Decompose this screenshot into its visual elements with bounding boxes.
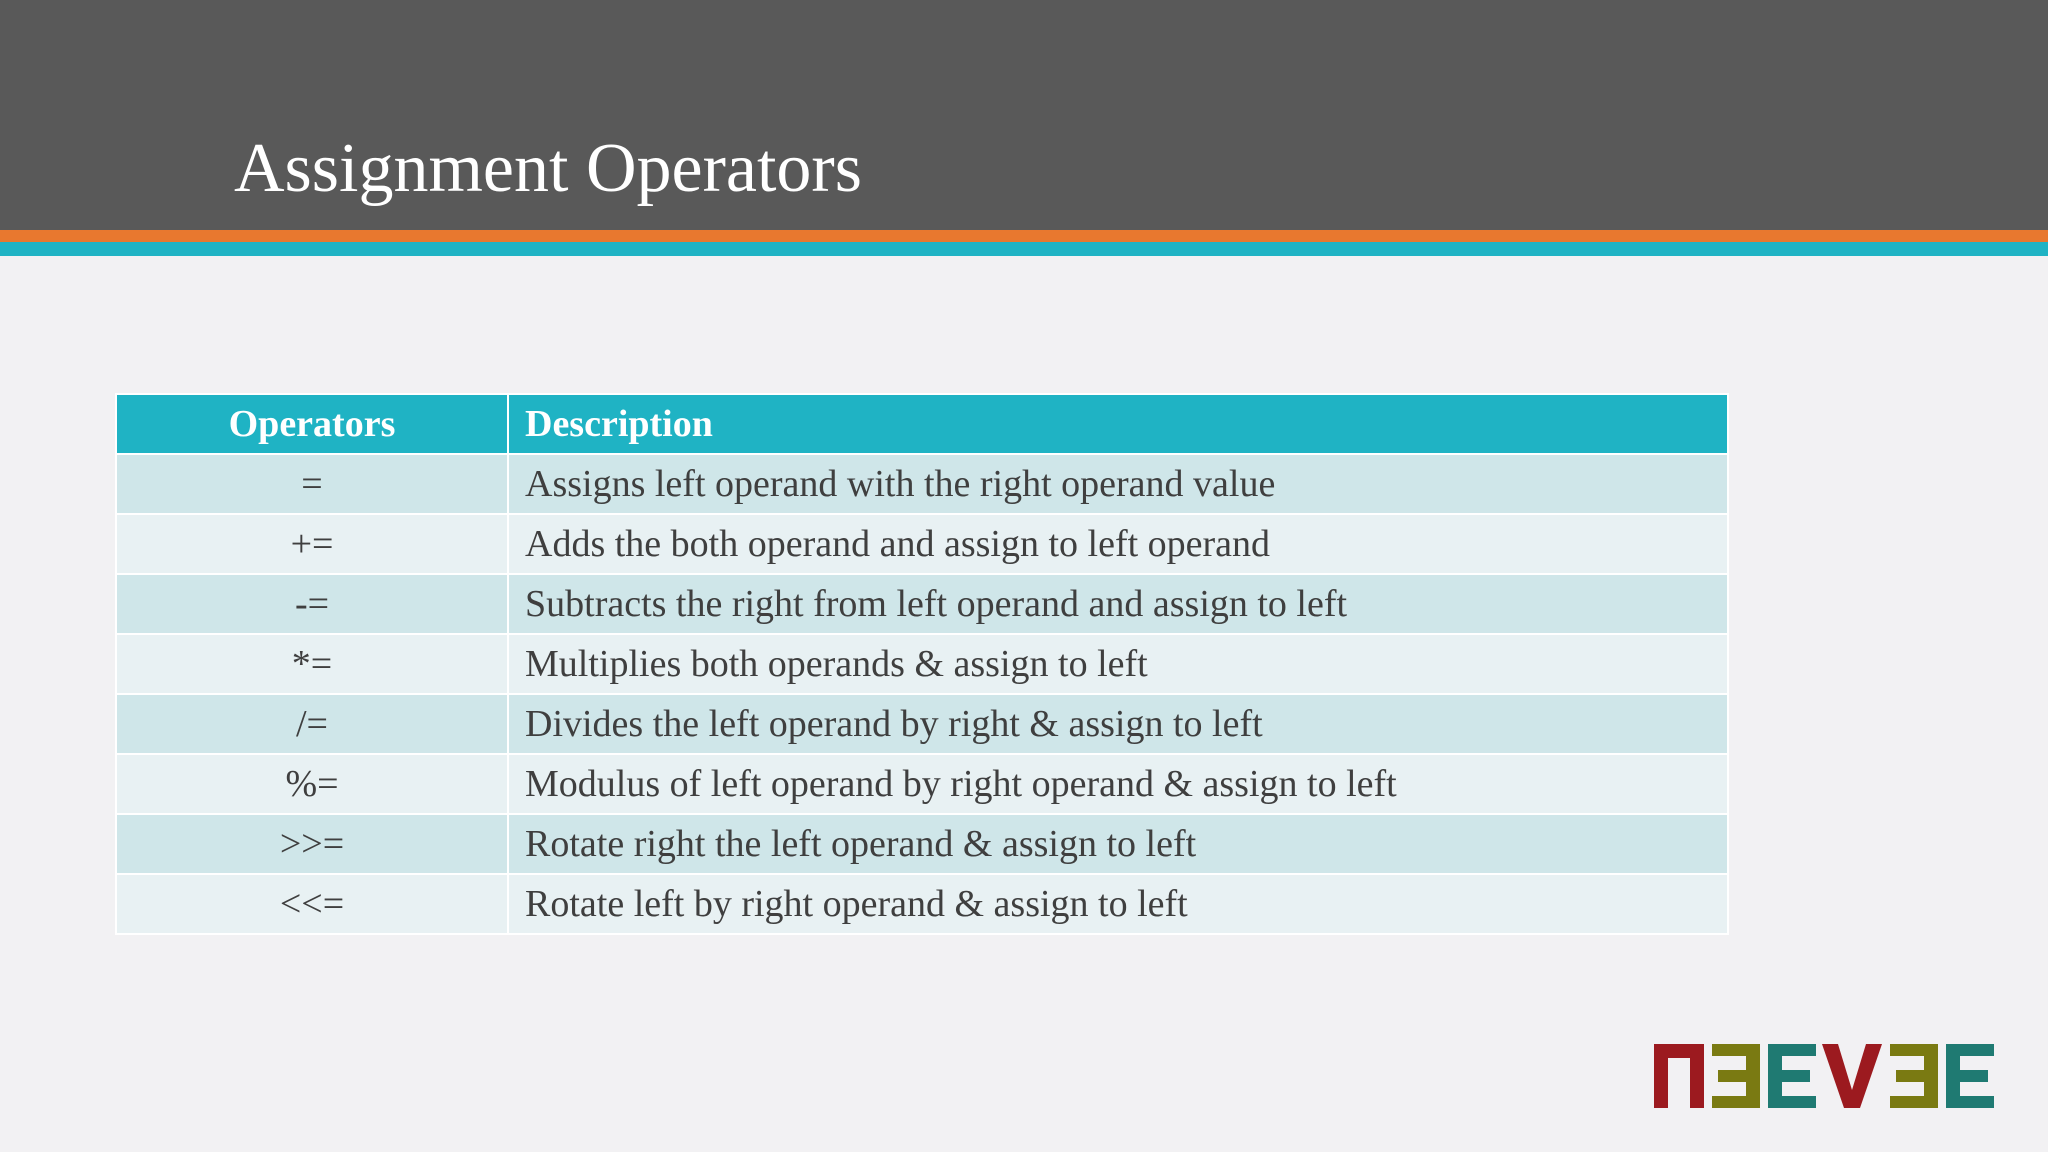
accent-stripe-orange (0, 230, 2048, 242)
logo-letter-n (1654, 1044, 1704, 1108)
description-cell: Adds the both operand and assign to left operand (508, 514, 1728, 574)
description-cell: Modulus of left operand by right operand & assign to left (508, 754, 1728, 814)
operator-cell: /= (116, 694, 508, 754)
slide-header (0, 0, 2048, 230)
table-row (116, 634, 1728, 694)
logo-letter-e2 (1768, 1044, 1816, 1108)
description-cell: Multiplies both operands & assign to left (508, 634, 1728, 694)
description-cell: Assigns left operand with the right operand value (508, 454, 1728, 514)
logo-letter-e1 (1712, 1044, 1760, 1108)
description-cell: Divides the left operand by right & assign to left (508, 694, 1728, 754)
table-row (116, 454, 1728, 514)
table-row (116, 694, 1728, 754)
column-header-operators: Operators (116, 394, 508, 454)
operator-cell: += (116, 514, 508, 574)
description-cell: Rotate right the left operand & assign to left (508, 814, 1728, 874)
table-row (116, 574, 1728, 634)
description-cell: Subtracts the right from left operand and assign to left (508, 574, 1728, 634)
neevee-logo (1650, 1040, 2010, 1110)
logo-letter-e3 (1890, 1044, 1938, 1108)
table-row (116, 874, 1728, 934)
slide-title: Assignment Operators (234, 130, 862, 207)
operator-cell: = (116, 454, 508, 514)
column-header-description: Description (508, 394, 1728, 454)
operator-cell: <<= (116, 874, 508, 934)
operator-cell: %= (116, 754, 508, 814)
operator-cell: -= (116, 574, 508, 634)
logo-letter-e4 (1946, 1044, 1994, 1108)
operator-cell: *= (116, 634, 508, 694)
logo-letter-v (1822, 1044, 1882, 1108)
table-header-row (116, 394, 1728, 454)
description-cell: Rotate left by right operand & assign to left (508, 874, 1728, 934)
operator-cell: >>= (116, 814, 508, 874)
table-row (116, 814, 1728, 874)
table-row (116, 514, 1728, 574)
accent-stripe-teal (0, 242, 2048, 256)
table-row (116, 754, 1728, 814)
operators-table (115, 393, 1729, 935)
